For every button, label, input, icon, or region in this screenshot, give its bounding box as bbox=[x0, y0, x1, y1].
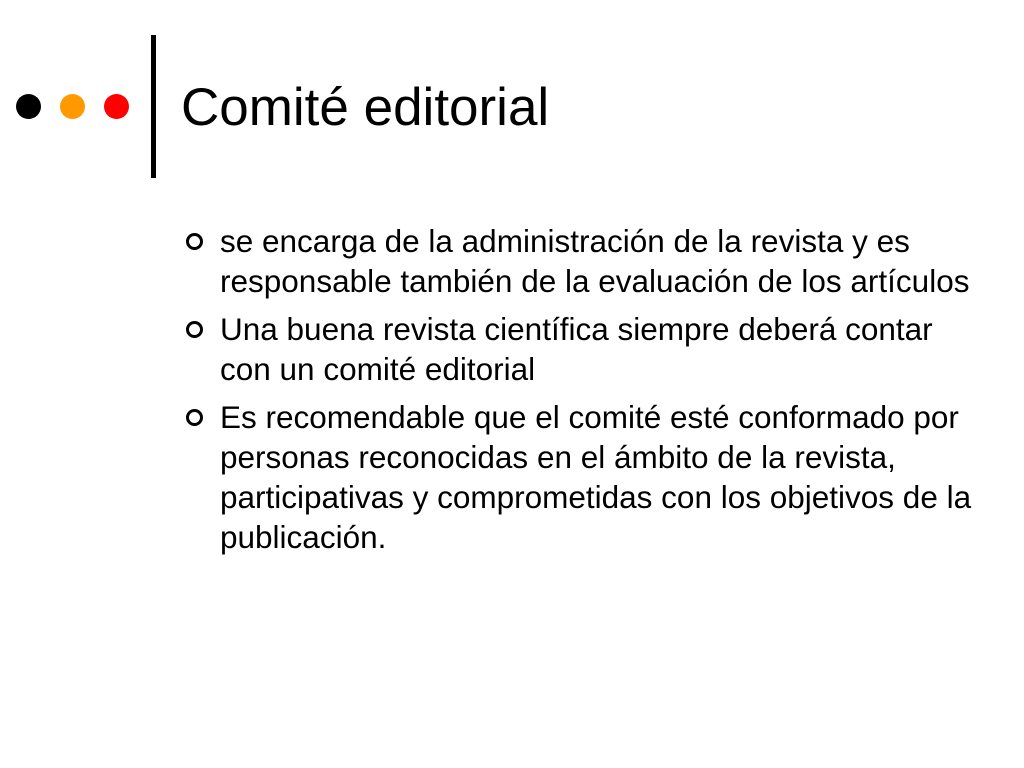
bullet-text: se encarga de la administración de la revista y es responsable también de la evaluación de los artículos bbox=[220, 223, 970, 299]
orange-dot-icon bbox=[60, 94, 85, 119]
black-dot-icon bbox=[16, 94, 41, 119]
bullet-text: Una buena revista científica siempre deberá contar con un comité editorial bbox=[220, 311, 933, 387]
bullet-list bbox=[186, 221, 976, 565]
hollow-circle-bullet-icon bbox=[186, 233, 203, 250]
slide-title: Comité editorial bbox=[181, 78, 550, 137]
title-divider bbox=[151, 35, 156, 178]
hollow-circle-bullet-icon bbox=[186, 321, 203, 338]
hollow-circle-bullet-icon bbox=[186, 409, 203, 426]
bullet-item bbox=[186, 309, 976, 389]
bullet-item bbox=[186, 397, 976, 557]
decorative-dots bbox=[0, 0, 150, 200]
bullet-text: Es recomendable que el comité esté conformado por personas reconocidas en el ámbito de la revista, participativas y comprometidas con los objetivos de la publicación. bbox=[220, 399, 972, 555]
red-dot-icon bbox=[104, 94, 129, 119]
bullet-item bbox=[186, 221, 976, 301]
